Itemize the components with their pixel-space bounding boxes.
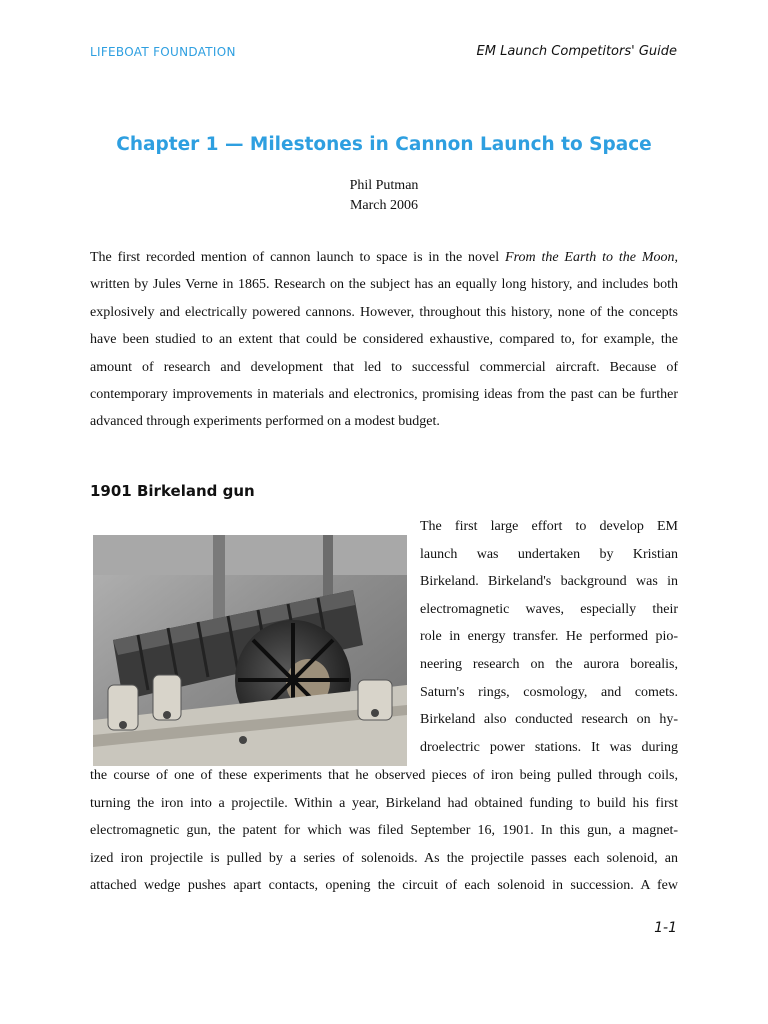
text-line: turning the iron into a projectile. Within a year, Birkeland had obtained funding to build his first bbox=[90, 795, 678, 811]
page-number: 1-1 bbox=[654, 920, 677, 936]
intro-text-end: , written by Jules Verne in 1865. Research on the subject has an equally long history, and includes both explosively and electrically powered cannons. However, throughout this history, none of the concepts have been studied to an extent that could be considered exhaustive, compared to, for example, the amount of research and development that led to successful commercial aircraft. Because of contemporary improvements in materials and electronics, promising ideas from the past can be further advanced through experiments performed on a modest budget. bbox=[90, 250, 678, 430]
byline bbox=[0, 176, 768, 216]
text-line: attached wedge pushes apart contacts, opening the circuit of each solenoid in succession. A few bbox=[90, 878, 678, 894]
text-line: The first large effort to develop EM bbox=[420, 519, 678, 534]
intro-paragraph bbox=[90, 244, 678, 436]
author-name: Phil Putman bbox=[349, 178, 419, 193]
text-line: electromagnetic waves, especially their bbox=[420, 601, 678, 617]
text-line: ized iron projectile is pulled by a series of solenoids. As the projectile passes each solenoid, an bbox=[90, 850, 678, 866]
text-line: droelectric power stations. It was during bbox=[420, 739, 678, 755]
birkeland-paragraph-full bbox=[90, 762, 678, 900]
text-line: the course of one of these experiments that he observed pieces of iron being pulled through coils, bbox=[90, 768, 678, 783]
novel-title: From the Earth to the Moon bbox=[505, 250, 675, 265]
text-line: electromagnetic gun, the patent for which was filed September 16, 1901. In this gun, a magnet- bbox=[90, 823, 678, 839]
text-line: neering research on the aurora borealis, bbox=[420, 656, 678, 672]
intro-text-start: The first recorded mention of cannon launch to space is in the novel bbox=[90, 250, 506, 265]
text-line: launch was undertaken by Kristian bbox=[420, 546, 678, 562]
birkeland-gun-photo bbox=[93, 535, 407, 766]
publication-date: March 2006 bbox=[349, 198, 419, 213]
header-guide-title: EM Launch Competitors' Guide bbox=[476, 44, 677, 59]
section-heading: 1901 Birkeland gun bbox=[90, 482, 255, 500]
text-line: Birkeland. Birkeland's background was in bbox=[420, 574, 678, 590]
birkeland-paragraph-wrapped bbox=[420, 513, 678, 761]
chapter-title: Chapter 1 — Milestones in Cannon Launch to Space bbox=[116, 134, 652, 155]
text-line: role in energy transfer. He performed pio- bbox=[420, 629, 678, 645]
text-line: Saturn's rings, cosmology, and comets. bbox=[420, 684, 678, 700]
header-organization: LIFEBOAT FOUNDATION bbox=[90, 45, 236, 59]
text-line: Birkeland also conducted research on hy- bbox=[420, 712, 678, 728]
